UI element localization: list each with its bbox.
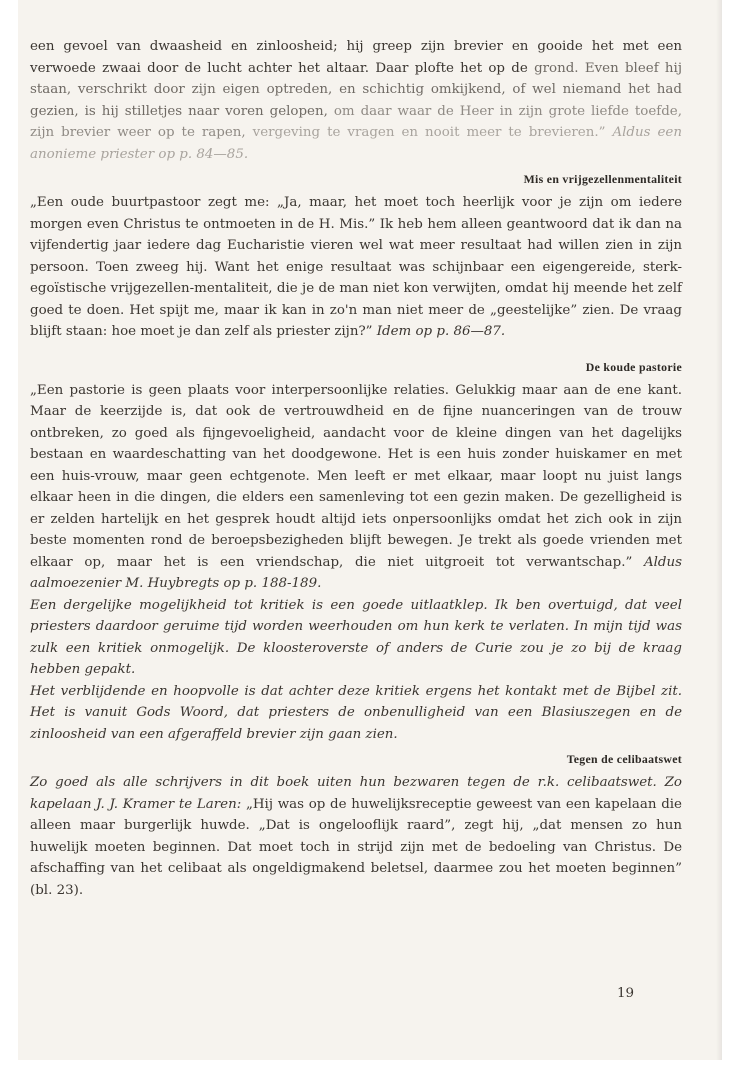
page-number: 19: [616, 986, 634, 1001]
section2-paragraph: „Een pastorie is geen plaats voor interpersoonlijke relaties. Gelukkig maar aan de ene kant. Maar de keerzijde is, dat ook de vertrouwdheid en de fijne nuanceringen van de trouw ontbreken, zo goed als fijngevoeligheid, aandacht voor de kleine dingen van het dagelijks bestaan en waardeschatting van het doodgewone. Het is een huis zonder huiskamer en met een huis-vrouw, maar geen echtgenote. Men leeft er met elkaar, maar loopt nu juist langs elkaar heen in die dingen, die elders een samenleving tot een gezin maken. De gezelligheid is er zelden hartelijk en het gesprek houdt altijd iets onpersoonlijks omdat het zich ook in zijn beste momenten rond de beroepsbezigheden blijft bewegen. Je trekt als goede vrienden met elkaar op, maar het is een vriendschap, die niet uitgroeit tot verwantschap.” Aldus aalmoezenier M. Huybregts op p. 188-189.: [30, 382, 682, 591]
section1-paragraph: „Een oude buurtpastoor zegt me: „Ja, maar, het moet toch heerlijk voor je zijn om iedere morgen even Christus te ontmoeten in de H. Mis.” Ik heb hem alleen geantwoord dat ik dan na vijfendertig jaar iedere dag Eucharistie vieren wel wat meer resultaat had willen zien in zijn persoon. Toen zweeg hij. Want het enige resultaat was schijnbaar een eigengereide, sterk-egoïstische vrijgezellen-mentaliteit, die je de man niet kon verwijten, omdat hij meende het zelf goed te doen. Het spijt me, maar ik kan in zo'n man niet meer de „geestelijke” zien. De vraag blijft staan: hoe moet je dan zelf als priester zijn?” Idem op p. 86—87.: [30, 195, 682, 339]
book-page: [18, 0, 722, 1060]
comment-paragraph-1: Een dergelijke mogelijkheid tot kritiek is een goede uitlaatklep. Ik ben overtuigd, dat veel priesters daardoor geruime tijd worden weerhouden om hun kerk te verlaten. In mijn tijd was zulk een kritiek onmogelijk. De kloosteroverste of anders de Curie zou je zo bij de kraag hebben gepakt.: [30, 597, 682, 677]
section2-source: Aldus aalmoezenier M. Huybregts op p. 188-189.: [30, 554, 682, 591]
section1-source: Idem op p. 86—87.: [376, 324, 506, 339]
comment-paragraph-2: Het verblijdende en hoopvolle is dat achter deze kritiek ergens het kontakt met de Bijbel zit. Het is vanuit Gods Woord, dat priesters de onbenulligheid van een Blasiuszegen en de zinloosheid van een afgeraffeld brevier zijn gaan zien.: [30, 683, 682, 742]
section3-intro: Zo goed als alle schrijvers in dit boek uiten hun bezwaren tegen de r.k. celibaatswet. Zo kapelaan J. J. Kramer te Laren:: [30, 775, 682, 812]
intro-paragraph: een gevoel van dwaasheid en zinloosheid; hij greep zijn brevier en gooide het met een verwoede zwaai door de lucht achter het altaar. Daar plofte het op de grond. Even bleef hij staan, verschrikt door zijn eigen optreden, en schichtig omkijkend, of wel niemand het had gezien, is hij stilletjes naar voren gelopen, om daar waar de Heer in zijn grote liefde toefde, zijn brevier weer op te rapen, vergeving te vragen en nooit meer te brevieren.” Aldus een anonieme priester op p. 84—85.: [30, 39, 683, 162]
heading-de-koude-pastorie: De koude pastorie: [585, 359, 682, 374]
section3-paragraph: [30, 772, 682, 901]
heading-tegen-de-celibaatswet: Tegen de celibaatswet: [566, 752, 682, 766]
section3-quote: „Hij was op de huwelijksreceptie geweest van een kapelaan die alleen maar burgerlijk huwde. „Dat is ongelooflijk raard”, zegt hij, „dat mensen zo hun huwelijk moeten beginnen. Dat moet toch in strijd zijn met de bedoeling van Christus. De afschaffing van het celibaat als ongeldigmakend beletsel, daarmee zou het moeten beginnen” (bl. 23).: [30, 796, 682, 898]
text-column: [30, 36, 682, 901]
heading-mis-en-vrijgezellenmentaliteit: Mis en vrijgezellenmentaliteit: [523, 172, 682, 186]
intro-source: Aldus een anonieme priester op p. 84—85.: [30, 125, 682, 162]
